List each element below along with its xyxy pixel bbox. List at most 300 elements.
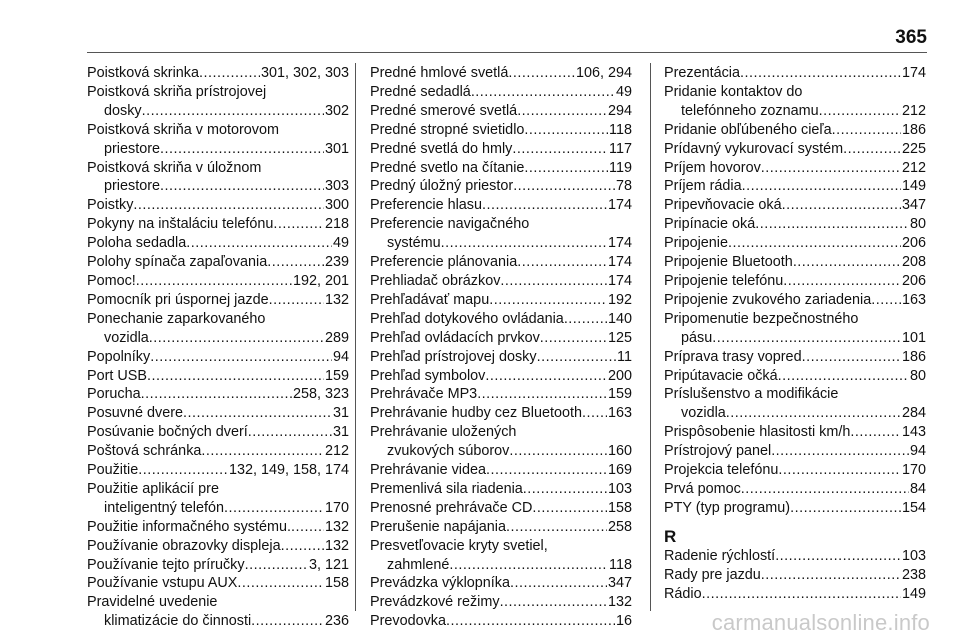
index-entry-line	[87, 423, 349, 442]
index-entry	[370, 367, 632, 386]
index-entry-line	[87, 64, 349, 83]
index-entry-line	[87, 310, 349, 329]
page-reference: 163	[607, 405, 632, 422]
index-entry-line	[664, 585, 926, 604]
index-entry	[87, 348, 349, 367]
index-entry	[664, 253, 926, 272]
index-term: Príjem hovorov	[664, 159, 761, 176]
index-term: Predné sedadlá	[370, 83, 471, 100]
page-reference: 143	[901, 424, 926, 441]
dot-leader	[871, 291, 901, 310]
page-reference: 163	[901, 291, 926, 308]
index-term: Prehľad ovládacích prvkov	[370, 329, 540, 346]
index-entry	[370, 499, 632, 518]
dot-leader	[517, 253, 607, 272]
index-entry	[370, 102, 632, 121]
index-term: Poloha sedadla	[87, 235, 187, 252]
index-entry	[87, 83, 349, 121]
index-term: Prevádzka výklopníka	[370, 575, 510, 592]
dot-leader	[449, 556, 608, 575]
index-term: Použitie aplikácií pre	[87, 480, 219, 497]
index-entry-line	[87, 404, 349, 423]
index-term: Poistková skriňa v motorovom	[87, 121, 279, 138]
index-term: priestore	[104, 140, 160, 157]
dot-leader	[224, 499, 324, 518]
index-term: Použitie informačného systému.	[87, 518, 291, 535]
index-entry-line	[664, 310, 926, 329]
dot-leader	[150, 348, 332, 367]
index-entry	[87, 385, 349, 404]
index-column-1	[87, 64, 349, 631]
dot-leader	[500, 593, 607, 612]
index-term: Pridanie obľúbeného cieľa	[664, 121, 832, 138]
index-term: priestore	[104, 178, 160, 195]
index-term: zvukových súborov	[387, 443, 510, 460]
index-entry	[370, 121, 632, 140]
index-term: Poštová schránka	[87, 443, 202, 460]
index-entry-line	[370, 196, 632, 215]
index-entry-line	[370, 518, 632, 537]
dot-leader	[471, 83, 615, 102]
index-entry	[664, 196, 926, 215]
index-term: Pripínacie oká	[664, 216, 756, 233]
index-entry	[87, 272, 349, 291]
page-reference: 258, 323	[292, 386, 349, 403]
index-term: Predné svetlo na čítanie	[370, 159, 525, 176]
index-entry	[664, 499, 926, 518]
watermark-text: carmanualsonline.info	[711, 610, 930, 635]
index-entry	[664, 461, 926, 480]
dot-leader	[237, 574, 324, 593]
dot-leader	[771, 442, 909, 461]
index-entry-line	[87, 537, 349, 556]
dot-leader	[281, 537, 324, 556]
dot-leader	[245, 556, 308, 575]
dot-leader	[702, 585, 901, 604]
dot-leader	[269, 291, 324, 310]
page-reference: 103	[901, 547, 926, 564]
dot-leader	[790, 499, 901, 518]
index-entry	[370, 159, 632, 178]
page-reference: 11	[617, 348, 632, 365]
index-term: Poistková skrinka	[87, 65, 199, 81]
page-reference: 236	[324, 613, 349, 630]
page-reference: 225	[901, 140, 926, 157]
page-reference: 132	[324, 518, 349, 535]
index-entry	[370, 404, 632, 423]
index-term: Pravidelné uvedenie	[87, 594, 218, 611]
index-entry-line	[87, 234, 349, 253]
dot-leader	[291, 518, 324, 537]
index-entry	[664, 215, 926, 234]
dot-leader	[513, 177, 615, 196]
page-reference: 94	[909, 443, 926, 460]
page-reference: 158	[607, 499, 632, 516]
index-entry-line	[664, 140, 926, 159]
index-term: pásu	[681, 329, 713, 346]
index-entry-line	[370, 367, 632, 386]
index-entry-line	[87, 593, 349, 612]
index-entry	[664, 234, 926, 253]
index-entry-line	[370, 291, 632, 310]
dot-leader	[509, 442, 607, 461]
index-entry-line	[664, 102, 926, 121]
index-term: Prvá pomoc	[664, 480, 741, 497]
page-reference: 169	[607, 462, 632, 479]
page-reference: 174	[607, 197, 632, 214]
index-entry-line	[370, 385, 632, 404]
index-term: Prenosné prehrávače CD	[370, 499, 533, 516]
page-reference: 174	[607, 254, 632, 271]
index-entry	[370, 518, 632, 537]
page-reference: 132	[607, 594, 632, 611]
page-reference: 212	[901, 159, 926, 176]
index-entry-line	[664, 177, 926, 196]
index-entry	[370, 291, 632, 310]
index-entry-line	[87, 177, 349, 196]
dot-leader	[273, 215, 324, 234]
index-entry	[87, 215, 349, 234]
index-entry	[87, 64, 349, 83]
index-column-2	[370, 64, 632, 631]
page-reference: 132, 149, 158, 174	[228, 462, 349, 479]
dot-leader	[517, 102, 607, 121]
dot-leader	[726, 404, 901, 423]
index-term: Poistková skriňa prístrojovej	[87, 83, 267, 100]
index-entry-line	[87, 556, 349, 575]
index-term: Predné hmlové svetlá	[370, 65, 509, 81]
dot-leader	[728, 234, 901, 253]
dot-leader	[712, 329, 901, 348]
index-entry-line	[87, 196, 349, 215]
index-entry-line	[370, 215, 632, 234]
index-entry	[87, 253, 349, 272]
dot-leader	[138, 461, 228, 480]
index-entry-line	[664, 367, 926, 386]
index-entry	[87, 291, 349, 310]
index-entry-line	[87, 518, 349, 537]
page-reference: 239	[324, 254, 349, 271]
index-entry	[87, 310, 349, 348]
section-letter: R	[664, 526, 677, 546]
dot-leader	[532, 499, 607, 518]
dot-leader	[160, 177, 324, 196]
dot-leader	[186, 234, 332, 253]
dot-leader	[183, 404, 332, 423]
index-term: Prevodovka	[370, 613, 446, 630]
dot-leader	[477, 385, 607, 404]
index-entry	[370, 64, 632, 83]
index-entry-line	[664, 480, 926, 499]
page-reference: 174	[901, 65, 926, 81]
page-number: 365	[895, 27, 927, 48]
dot-leader	[251, 612, 324, 631]
dot-leader	[485, 367, 607, 386]
dot-leader	[761, 566, 901, 585]
index-entry-line	[87, 385, 349, 404]
column-divider	[650, 63, 651, 611]
index-entry-line	[664, 499, 926, 518]
index-entry	[87, 593, 349, 631]
dot-leader	[201, 442, 324, 461]
index-entry	[664, 64, 926, 83]
index-entry	[87, 121, 349, 159]
page-reference: 174	[607, 272, 632, 289]
index-term: Pomoc!	[87, 272, 136, 289]
index-entry	[87, 159, 349, 197]
page-reference: 170	[901, 462, 926, 479]
dot-leader	[482, 196, 607, 215]
dot-leader	[506, 518, 607, 537]
dot-leader	[742, 177, 901, 196]
index-column-3	[664, 64, 926, 603]
index-term: Pripomenutie bezpečnostného	[664, 310, 859, 327]
index-entry-line	[370, 404, 632, 423]
page-reference: 170	[324, 499, 349, 516]
dot-leader	[160, 140, 324, 159]
index-entry-line	[664, 64, 926, 83]
index-term: Pomocník pri úspornej jazde	[87, 291, 269, 308]
page-reference: 132	[324, 537, 349, 554]
index-entry-line	[664, 566, 926, 585]
index-entry-line	[87, 159, 349, 178]
page-reference: 159	[324, 367, 349, 384]
index-entry-line	[87, 272, 349, 291]
index-entry	[370, 329, 632, 348]
index-entry	[370, 140, 632, 159]
index-entry-line	[664, 272, 926, 291]
index-entry	[87, 404, 349, 423]
index-entry-line	[87, 612, 349, 631]
index-term: Predné svetlá do hmly	[370, 140, 513, 157]
index-entry-line	[87, 574, 349, 593]
header-rule	[87, 52, 927, 53]
index-term: Posuvné dvere	[87, 405, 183, 422]
index-entry	[664, 159, 926, 178]
index-entry	[664, 385, 926, 423]
index-entry-line	[370, 348, 632, 367]
index-entry-line	[87, 442, 349, 461]
index-entry-line	[664, 253, 926, 272]
index-entry	[370, 385, 632, 404]
page-reference: 238	[901, 566, 926, 583]
index-entry-line	[370, 253, 632, 272]
index-entry	[664, 272, 926, 291]
index-entry	[87, 367, 349, 386]
index-term: Porucha	[87, 386, 141, 403]
dot-leader	[141, 385, 292, 404]
index-entry	[664, 291, 926, 310]
index-entry-line	[370, 83, 632, 102]
index-term: Prehľadávať mapu	[370, 291, 490, 308]
index-entry	[87, 537, 349, 556]
page-reference: 302	[324, 102, 349, 119]
index-term: Príjem rádia	[664, 178, 742, 195]
index-entry-line	[370, 64, 632, 83]
index-entry	[87, 556, 349, 575]
dot-leader	[755, 215, 909, 234]
index-entry	[87, 480, 349, 518]
index-entry	[664, 442, 926, 461]
index-term: Prehľad prístrojovej dosky	[370, 348, 537, 365]
index-term: Pripútavacie očká	[664, 367, 778, 384]
dot-leader	[761, 159, 901, 178]
index-term: Prehliadač obrázkov	[370, 272, 501, 289]
index-entry	[370, 537, 632, 575]
index-entry-line	[664, 121, 926, 140]
dot-leader	[843, 140, 901, 159]
index-term: Predný úložný priestor	[370, 178, 514, 195]
page-reference: 80	[909, 216, 926, 233]
index-entry	[87, 442, 349, 461]
index-term: Prehľad symbolov	[370, 367, 486, 384]
page-reference: 118	[609, 556, 632, 573]
index-entry-line	[370, 461, 632, 480]
index-entry	[87, 461, 349, 480]
index-entry-line	[87, 499, 349, 518]
index-entry-line	[370, 442, 632, 461]
index-term: Popolníky	[87, 348, 151, 365]
index-entry-line	[370, 612, 632, 631]
index-entry	[664, 367, 926, 386]
dot-leader	[523, 480, 607, 499]
dot-leader	[486, 461, 607, 480]
index-entry-line	[664, 329, 926, 348]
index-term: Použitie	[87, 462, 139, 479]
index-entry	[664, 348, 926, 367]
index-term: Prispôsobenie hlasitosti km/h	[664, 424, 851, 441]
index-entry	[664, 310, 926, 348]
page-reference: 192	[607, 291, 632, 308]
index-term: Posúvanie bočných dverí	[87, 424, 248, 441]
index-entry-line	[370, 593, 632, 612]
page-reference: 132	[324, 291, 349, 308]
index-entry-line	[370, 121, 632, 140]
index-entry	[370, 461, 632, 480]
dot-leader	[147, 367, 324, 386]
index-term: Premenlivá sila riadenia	[370, 480, 523, 497]
index-entry-line	[87, 461, 349, 480]
index-term: Poistky	[87, 197, 134, 214]
page-reference: 3, 121	[308, 556, 349, 573]
dot-leader	[793, 253, 901, 272]
page-reference: 119	[609, 159, 632, 176]
index-term: vozidla	[681, 405, 726, 422]
page-reference: 200	[607, 367, 632, 384]
dot-leader	[775, 547, 901, 566]
index-term: Presvetľovacie kryty svetiel,	[370, 537, 548, 554]
dot-leader	[149, 329, 324, 348]
dot-leader	[778, 461, 901, 480]
index-entry	[664, 140, 926, 159]
index-entry-line	[370, 272, 632, 291]
index-term: Preferencie hlasu	[370, 197, 482, 214]
index-entry-line	[664, 442, 926, 461]
index-term: PTY (typ programu)	[664, 499, 791, 516]
page-reference: 294	[607, 102, 632, 119]
index-entry-line	[370, 177, 632, 196]
page-reference: 212	[901, 102, 926, 119]
index-entry-line	[370, 234, 632, 253]
index-term: Pripevňovacie oká	[664, 197, 782, 214]
index-entry-line	[664, 385, 926, 404]
index-term: Pripojenie telefónu	[664, 272, 784, 289]
index-entry-line	[87, 102, 349, 121]
dot-leader	[441, 234, 607, 253]
page-reference: 289	[324, 329, 349, 346]
page-reference: 192, 201	[292, 272, 349, 289]
index-entry-line	[664, 291, 926, 310]
dot-leader	[850, 423, 901, 442]
dot-leader	[489, 291, 607, 310]
page-reference: 149	[901, 178, 926, 195]
index-entry-line	[370, 499, 632, 518]
index-entry-line	[664, 159, 926, 178]
index-term: systému	[387, 235, 441, 252]
index-term: Port USB	[87, 367, 147, 384]
index-term: Predné stropné svietidlo	[370, 121, 525, 138]
page-reference: 159	[607, 386, 632, 403]
dot-leader	[500, 272, 607, 291]
dot-leader	[446, 612, 615, 631]
index-entry-line	[370, 159, 632, 178]
index-entry	[370, 612, 632, 631]
index-entry	[370, 593, 632, 612]
index-entry-line	[664, 196, 926, 215]
dot-leader	[133, 196, 324, 215]
index-term: telefónneho zoznamu	[681, 102, 819, 119]
page-reference: 117	[609, 140, 632, 157]
index-entry-line	[370, 423, 632, 442]
index-entry	[370, 423, 632, 461]
index-entry	[664, 121, 926, 140]
dot-leader	[510, 574, 607, 593]
dot-leader	[524, 159, 608, 178]
page-reference: 140	[607, 310, 632, 327]
dot-leader	[783, 272, 901, 291]
page-reference: 300	[324, 197, 349, 214]
index-entry-line	[87, 215, 349, 234]
index-entry	[664, 547, 926, 566]
index-term: Ponechanie zaparkovaného	[87, 310, 266, 327]
index-term: inteligentný telefón	[104, 499, 225, 516]
index-entry-line	[664, 461, 926, 480]
index-entry	[664, 566, 926, 585]
index-term: Prerušenie napájania	[370, 518, 507, 535]
index-entry	[664, 585, 926, 604]
dot-leader	[248, 423, 332, 442]
dot-leader	[832, 121, 901, 140]
index-term: Pripojenie Bluetooth	[664, 254, 793, 271]
index-entry-line	[87, 291, 349, 310]
index-entry	[664, 177, 926, 196]
page-reference: 158	[324, 575, 349, 592]
index-term: Pripojenie	[664, 235, 728, 252]
index-term: Používanie obrazovky displeja	[87, 537, 281, 554]
page-reference: 284	[901, 405, 926, 422]
index-entry	[87, 518, 349, 537]
index-term: Prístrojový panel	[664, 443, 772, 460]
index-term: Prehrávanie uložených	[370, 424, 517, 441]
index-entry	[370, 215, 632, 253]
index-entry	[664, 423, 926, 442]
page-reference: 49	[615, 83, 632, 100]
page-reference: 101	[901, 329, 926, 346]
index-entry	[87, 574, 349, 593]
dot-leader	[778, 367, 909, 386]
page-reference: 149	[901, 585, 926, 602]
index-term: Pokyny na inštaláciu telefónu	[87, 216, 274, 233]
